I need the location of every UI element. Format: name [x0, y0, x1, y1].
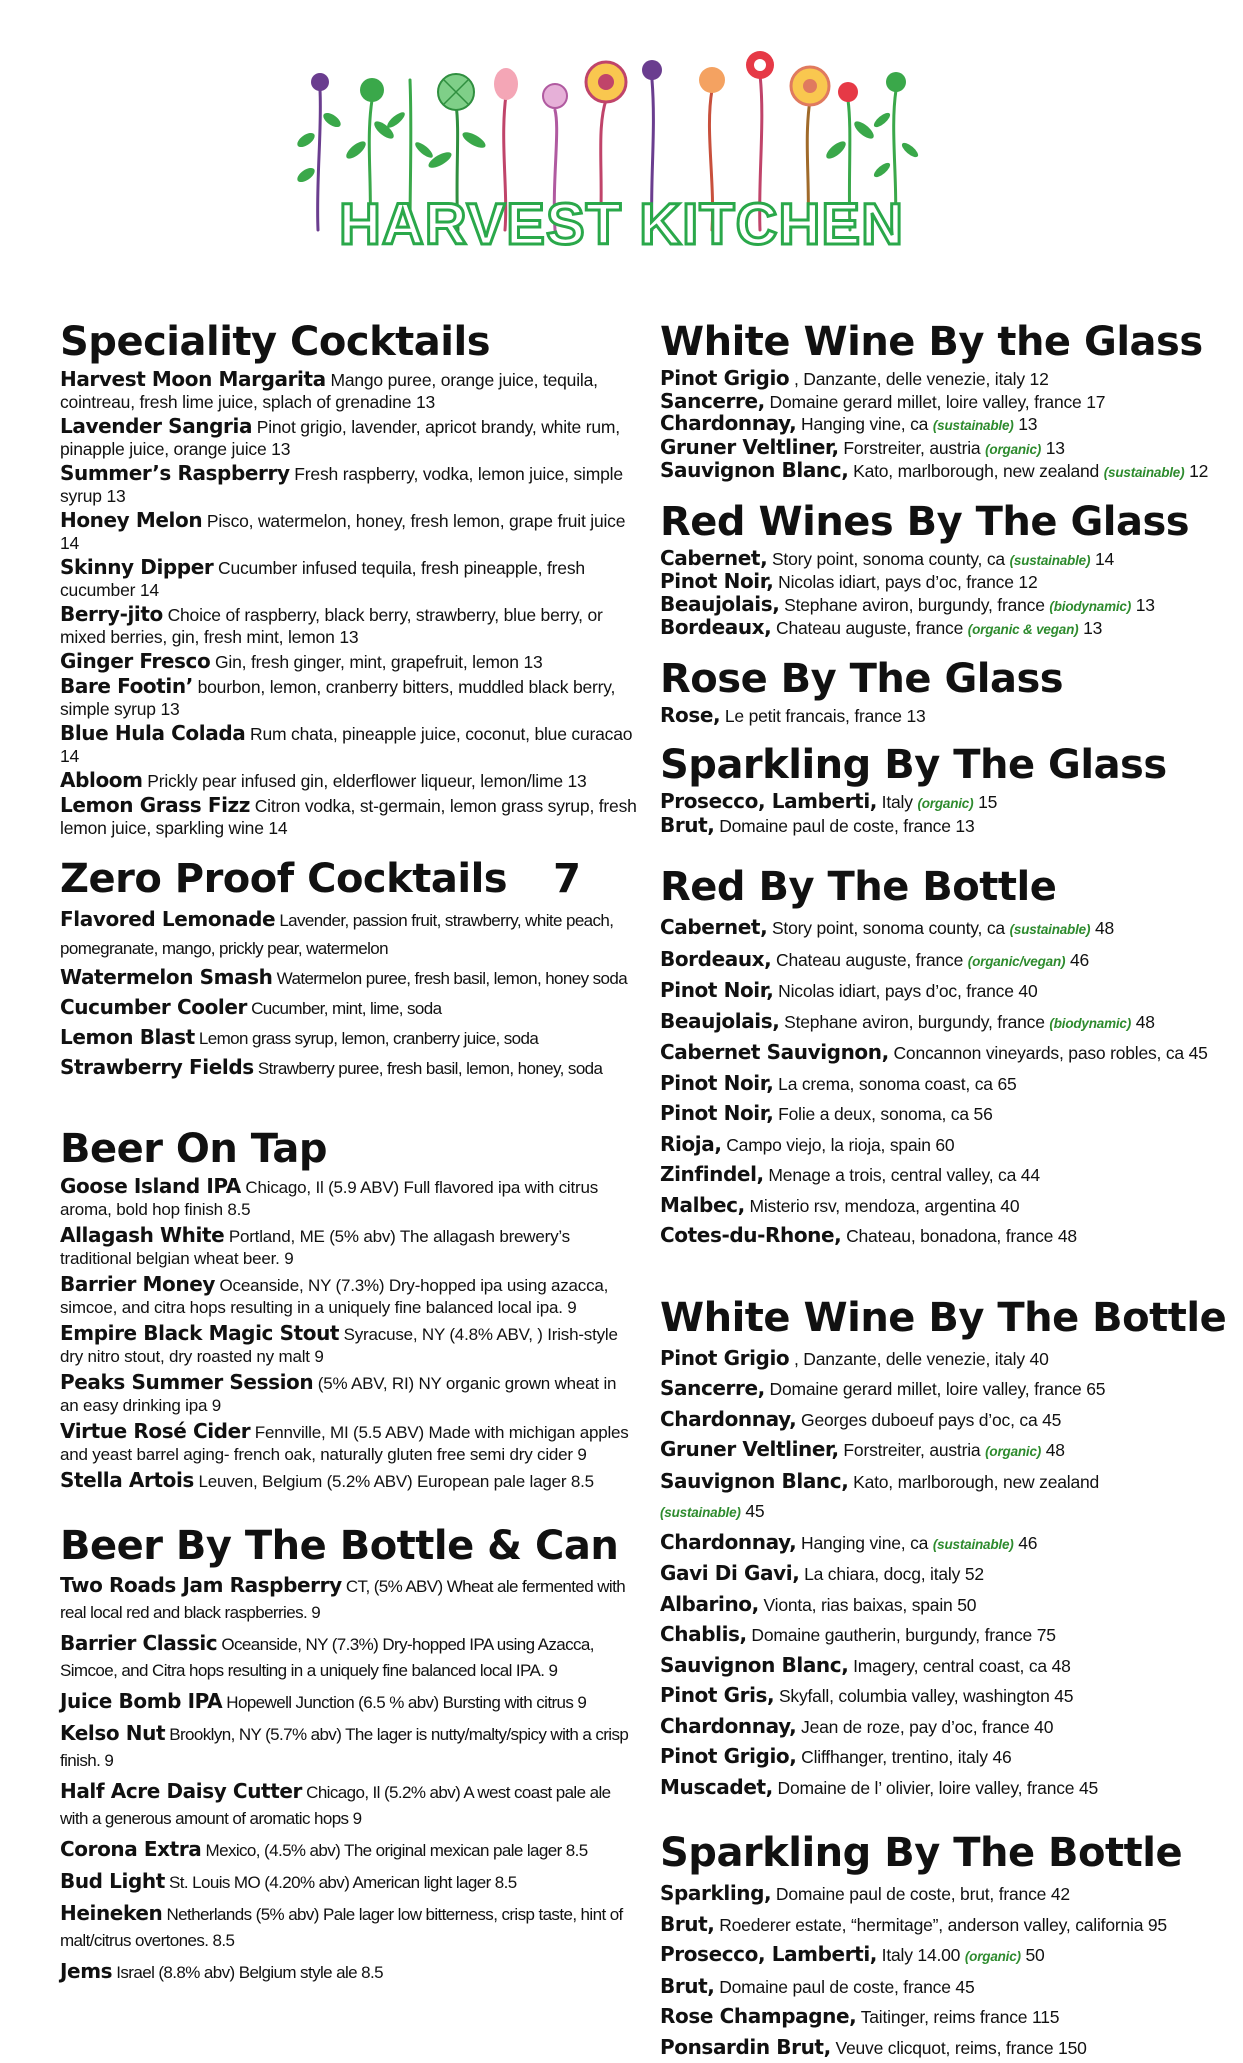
menu-item [660, 705, 1220, 728]
item-description: Syracuse, NY (4.8% ABV, ) Irish-style dry nitro stout, dry roasted ny malt 9 [60, 1325, 618, 1366]
menu-item [60, 769, 638, 792]
section-price: 7 [553, 856, 580, 902]
item-description: Citron vodka, st-germain, lemon grass syrup, fresh lemon juice, sparkling wine 14 [60, 796, 637, 838]
menu-item [60, 1224, 638, 1270]
item-description: Hopewell Junction (6.5 % abv) Bursting with citrus 9 [226, 1693, 586, 1712]
item-description: Vionta, rias baixas, spain 50 [764, 1595, 977, 1615]
item-description: Strawberry puree, fresh basil, lemon, honey, soda [258, 1059, 602, 1078]
item-description: Stephane aviron, burgundy, france [784, 1012, 1045, 1032]
item-name: Sancerre, [660, 389, 765, 413]
item-description: Georges duboeuf pays d’oc, ca 45 [801, 1410, 1061, 1430]
item-description: Concannon vineyards, paso robles, ca 45 [893, 1043, 1207, 1063]
menu-item [60, 415, 638, 460]
section-title-text: White Wine By The Bottle [660, 1295, 1226, 1341]
section-spacer [60, 841, 638, 855]
menu-item [60, 1023, 638, 1053]
menu-item [660, 437, 1220, 461]
item-price: 46 [1070, 950, 1089, 970]
item-name: Sauvignon Blanc, [660, 458, 848, 482]
menu-item [660, 1099, 1220, 1130]
menu-item [60, 1322, 638, 1368]
item-name: Rose, [660, 703, 720, 727]
item-name: Gruner Veltliner, [660, 1437, 839, 1461]
item-description: Israel (8.8% abv) Belgium style ale 8.5 [116, 1963, 383, 1982]
item-name: Prosecco, Lamberti, [660, 1942, 877, 1966]
item-description: Rum chata, pineapple juice, coconut, blue curacao 14 [60, 724, 632, 766]
item-name: Cotes-du-Rhone, [660, 1223, 841, 1247]
menu-item [660, 548, 1220, 572]
menu-item [660, 1130, 1220, 1161]
item-name: Beaujolais, [660, 592, 779, 616]
section-title [660, 318, 1220, 366]
menu-item [660, 1344, 1220, 1375]
item-description: Forstreiter, austria [843, 1440, 980, 1460]
item-name: Stella Artois [60, 1468, 194, 1492]
item-name: Honey Melon [60, 508, 202, 532]
item-name: Peaks Summer Session [60, 1370, 313, 1394]
item-name: Muscadet, [660, 1775, 773, 1799]
item-description: Pinot grigio, lavender, apricot brandy, white rum, pinapple juice, orange juice 13 [60, 417, 620, 459]
item-description: Folie a deux, sonoma, ca 56 [778, 1104, 992, 1124]
item-description: Brooklyn, NY (5.7% abv) The lager is nutty/malty/spicy with a crisp finish. 9 [60, 1725, 628, 1770]
item-name: Chardonnay, [660, 411, 796, 435]
item-description: Stephane aviron, burgundy, france [784, 595, 1045, 615]
section-spacer [660, 837, 1220, 863]
item-price: 15 [978, 792, 997, 812]
item-name: Gruner Veltliner, [660, 435, 839, 459]
section-title-text: Speciality Cocktails [60, 319, 490, 365]
menu-item [60, 794, 638, 839]
item-description: Domaine gautherin, burgundy, france 75 [751, 1625, 1055, 1645]
item-name: Rioja, [660, 1132, 722, 1156]
item-description: Lavender, passion fruit, strawberry, white peach, pomegranate, mango, prickly pear, watermelon [60, 911, 613, 958]
menu-item [660, 1972, 1220, 2003]
menu-item [60, 1900, 638, 1954]
section-title [660, 741, 1220, 789]
menu-item [60, 603, 638, 648]
item-name: Pinot Noir, [660, 1071, 773, 1095]
menu-item [660, 976, 1220, 1007]
section-spacer [660, 641, 1220, 655]
menu-item [60, 1836, 638, 1864]
item-description: Hanging vine, ca [801, 1533, 928, 1553]
right-column [660, 318, 1220, 2063]
menu-item [660, 1374, 1220, 1405]
item-name: Chardonnay, [660, 1714, 796, 1738]
item-description: Story point, sonoma county, ca [772, 918, 1005, 938]
item-description: Skyfall, columbia valley, washington 45 [779, 1686, 1073, 1706]
menu-section-cocktails [60, 318, 638, 839]
item-description: Cliffhanger, trentino, italy 46 [801, 1747, 1011, 1767]
menu-section-wwg [660, 318, 1220, 484]
menu-item [660, 571, 1220, 594]
item-name: Cabernet Sauvignon, [660, 1040, 889, 1064]
menu-item [60, 722, 638, 767]
menu-item [660, 1681, 1220, 1712]
menu-item [60, 650, 638, 673]
item-description: Oceanside, NY (7.3%) Dry-hopped ipa using azacca, simcoe, and citra hops resulting in a uniquely fine balanced local ipa. 9 [60, 1276, 608, 1317]
item-name: Blue Hula Colada [60, 721, 245, 745]
menu-item [60, 1371, 638, 1417]
section-title-text: Red By The Bottle [660, 864, 1056, 910]
item-name: Berry-jito [60, 602, 163, 626]
section-spacer [60, 1083, 638, 1125]
menu-item [660, 815, 1220, 838]
item-name: Kelso Nut [60, 1721, 165, 1745]
item-name: Lemon Blast [60, 1025, 195, 1049]
menu-item [660, 413, 1220, 437]
menu-item [660, 1007, 1220, 1039]
brand-title: HARVEST KITCHEN [0, 195, 1243, 255]
menu-item [60, 1868, 638, 1896]
item-tag: (sustainable) [933, 418, 1014, 433]
item-name: Cabernet, [660, 546, 767, 570]
item-description: Roederer estate, “hermitage”, anderson valley, california 95 [719, 1915, 1167, 1935]
menu-section-rwg [660, 498, 1220, 641]
item-name: Bordeaux, [660, 615, 771, 639]
item-name: Sancerre, [660, 1376, 765, 1400]
item-description: (5% ABV, RI) NY organic grown wheat in an easy drinking ipa 9 [60, 1374, 616, 1415]
left-column [60, 318, 638, 1990]
item-name: Pinot Gris, [660, 1683, 774, 1707]
item-description: Gin, fresh ginger, mint, grapefruit, lemon 13 [215, 652, 543, 672]
item-name: Sparkling, [660, 1881, 771, 1905]
section-title-text: Sparkling By The Glass [660, 742, 1167, 788]
item-description: Italy [882, 792, 913, 812]
item-price: 13 [1136, 595, 1155, 615]
item-description: Chateau auguste, france [776, 618, 963, 638]
item-name: Bud Light [60, 1869, 165, 1893]
item-description: Lemon grass syrup, lemon, cranberry juice, soda [199, 1029, 538, 1048]
item-name: Watermelon Smash [60, 965, 273, 989]
item-name: Skinny Dipper [60, 555, 213, 579]
item-tag: (organic) [985, 442, 1041, 457]
item-description: Hanging vine, ca [801, 414, 928, 434]
section-title [660, 498, 1220, 546]
item-tag: (organic) [985, 1444, 1041, 1459]
item-name: Ponsardin Brut, [660, 2035, 831, 2059]
menu-item [660, 1160, 1220, 1191]
section-title [60, 1125, 638, 1173]
menu-header [0, 0, 1243, 300]
item-name: Abloom [60, 768, 143, 792]
item-name: Juice Bomb IPA [60, 1689, 222, 1713]
item-name: Corona Extra [60, 1837, 201, 1861]
item-name: Chablis, [660, 1622, 747, 1646]
section-title-text: Zero Proof Cocktails [60, 856, 507, 902]
menu-section-spg [660, 741, 1220, 837]
menu-item [60, 1175, 638, 1221]
section-title-text: Beer On Tap [60, 1126, 327, 1172]
item-description: Choice of raspberry, black berry, strawberry, blue berry, or mixed berries, gin, fresh mint, lemon 13 [60, 605, 603, 647]
item-name: Beaujolais, [660, 1009, 779, 1033]
menu-item [60, 1778, 638, 1832]
menu-item [660, 1435, 1220, 1467]
menu-item [60, 1053, 638, 1083]
item-price: 12 [1189, 461, 1208, 481]
item-name: Chardonnay, [660, 1407, 796, 1431]
item-name: Brut, [660, 1912, 715, 1936]
item-name: Pinot Noir, [660, 1101, 773, 1125]
item-description: Cucumber infused tequila, fresh pineapple, fresh cucumber 14 [60, 558, 585, 600]
item-description: Forstreiter, austria [843, 438, 980, 458]
item-description: , Danzante, delle venezie, italy 12 [794, 369, 1049, 389]
item-price: 13 [1046, 438, 1065, 458]
item-description: Mexico, (4.5% abv) The original mexican pale lager 8.5 [206, 1841, 588, 1860]
item-name: Barrier Classic [60, 1631, 217, 1655]
item-description: Menage a trois, central valley, ca 44 [768, 1165, 1039, 1185]
menu-item [60, 1572, 638, 1626]
item-name: Prosecco, Lamberti, [660, 789, 877, 813]
menu-item [660, 1879, 1220, 1910]
menu-item [660, 1559, 1220, 1590]
menu-item [660, 391, 1220, 414]
menu-item [60, 1958, 638, 1986]
menu-item [660, 1528, 1220, 1560]
section-title-text: Rose By The Glass [660, 656, 1063, 702]
menu-section-rbb [660, 863, 1220, 1252]
item-price: 48 [1095, 918, 1114, 938]
item-name: Albarino, [660, 1592, 759, 1616]
menu-item [60, 1420, 638, 1466]
item-description: Domaine paul de coste, brut, france 42 [776, 1884, 1070, 1904]
section-title [660, 863, 1220, 911]
item-name: Half Acre Daisy Cutter [60, 1779, 302, 1803]
item-price: 50 [1026, 1945, 1045, 1965]
section-title [660, 1294, 1220, 1342]
item-description: Pisco, watermelon, honey, fresh lemon, grape fruit juice 14 [60, 511, 625, 553]
menu-item [660, 1590, 1220, 1621]
item-name: Ginger Fresco [60, 649, 210, 673]
item-price: 13 [1018, 414, 1037, 434]
item-price: 48 [1136, 1012, 1155, 1032]
menu-item [660, 1742, 1220, 1773]
item-description: Kato, marlborough, new zealand [853, 1472, 1099, 1492]
item-name: Goose Island IPA [60, 1174, 241, 1198]
menu-item [60, 368, 638, 413]
menu-item [660, 1910, 1220, 1941]
item-name: Brut, [660, 813, 715, 837]
menu-item [660, 1405, 1220, 1436]
item-description: Veuve clicquot, reims, france 150 [835, 2038, 1086, 2058]
menu-item [660, 1038, 1220, 1069]
menu-item [660, 1467, 1220, 1528]
item-description: Taitinger, reims france 115 [861, 2007, 1060, 2027]
item-name: Cabernet, [660, 915, 767, 939]
menu-item [660, 1221, 1220, 1252]
item-name: Lavender Sangria [60, 414, 252, 438]
menu-item [660, 1712, 1220, 1743]
menu-item [60, 963, 638, 993]
menu-item [660, 1069, 1220, 1100]
item-description: Prickly pear infused gin, elderflower liqueur, lemon/lime 13 [147, 771, 586, 791]
item-name: Harvest Moon Margarita [60, 367, 326, 391]
item-description: Domaine gerard millet, loire valley, france 17 [770, 392, 1106, 412]
item-name: Pinot Grigio [660, 1346, 789, 1370]
item-name: Gavi Di Gavi, [660, 1561, 799, 1585]
menu-item [660, 460, 1220, 484]
item-description: Leuven, Belgium (5.2% ABV) European pale lager 8.5 [198, 1472, 593, 1491]
menu-item [660, 1940, 1220, 1972]
item-description: Imagery, central coast, ca 48 [853, 1656, 1071, 1676]
menu-section-rose [660, 655, 1220, 728]
item-description: Chateau auguste, france [776, 950, 963, 970]
item-name: Zinfindel, [660, 1162, 764, 1186]
item-description: Fresh raspberry, vodka, lemon juice, simple syrup 13 [60, 464, 623, 506]
item-description: Fennville, MI (5.5 ABV) Made with michigan apples and yeast barrel aging- french oak, naturally gluten free semi dry cider 9 [60, 1423, 629, 1464]
item-name: Bordeaux, [660, 947, 771, 971]
menu-item [60, 905, 638, 963]
menu-section-zero [60, 855, 638, 1083]
item-description: CT, (5% ABV) Wheat ale fermented with real local red and black raspberries. 9 [60, 1577, 625, 1622]
item-description: Nicolas idiart, pays d’oc, france 12 [778, 572, 1037, 592]
item-name: Pinot Grigio [660, 366, 789, 390]
item-name: Pinot Noir, [660, 569, 773, 593]
item-tag: (sustainable) [1104, 465, 1185, 480]
item-name: Chardonnay, [660, 1530, 796, 1554]
item-tag: (organic & vegan) [968, 622, 1079, 637]
item-name: Jems [60, 1959, 112, 1983]
menu-item [60, 1720, 638, 1774]
item-name: Bare Footin’ [60, 674, 193, 698]
item-price: 14 [1095, 549, 1114, 569]
item-name: Sauvignon Blanc, [660, 1653, 848, 1677]
item-name: Flavored Lemonade [60, 907, 275, 931]
item-name: Two Roads Jam Raspberry [60, 1573, 342, 1597]
menu-item [660, 617, 1220, 641]
item-description: La chiara, docg, italy 52 [804, 1564, 984, 1584]
item-description: Domaine gerard millet, loire valley, france 65 [770, 1379, 1106, 1399]
item-name: Empire Black Magic Stout [60, 1321, 339, 1345]
item-description: Mango puree, orange juice, tequila, cointreau, fresh lime juice, splach of grenadine 13 [60, 370, 598, 412]
section-spacer [660, 1803, 1220, 1829]
item-description: , Danzante, delle venezie, italy 40 [794, 1349, 1049, 1369]
menu-item [660, 1651, 1220, 1682]
item-tag: (organic) [965, 1949, 1021, 1964]
menu-item [660, 368, 1220, 391]
item-description: Cucumber, mint, lime, soda [251, 999, 441, 1018]
item-description: Italy 14.00 [882, 1945, 961, 1965]
item-price: 13 [1083, 618, 1102, 638]
item-description: Kato, marlborough, new zealand [853, 461, 1099, 481]
item-name: Malbec, [660, 1193, 745, 1217]
section-title [60, 1522, 638, 1570]
item-name: Sauvignon Blanc, [660, 1469, 848, 1493]
section-title-text: Red Wines By The Glass [660, 499, 1189, 545]
item-price: 45 [745, 1501, 764, 1521]
section-spacer [660, 727, 1220, 741]
item-name: Cucumber Cooler [60, 995, 247, 1019]
section-title [60, 855, 638, 903]
item-name: Pinot Grigio, [660, 1744, 796, 1768]
item-description: Oceanside, NY (7.3%) Dry-hopped IPA using Azacca, Simcoe, and Citra hops resulting in a uniquely fine balanced local IPA. 9 [60, 1635, 594, 1680]
menu-item [660, 1191, 1220, 1222]
item-price: 46 [1018, 1533, 1037, 1553]
item-description: Watermelon puree, fresh basil, lemon, honey soda [277, 969, 627, 988]
item-description: Domaine de l’ olivier, loire valley, france 45 [778, 1778, 1099, 1798]
menu-section-wwb [660, 1294, 1220, 1804]
item-name: Lemon Grass Fizz [60, 793, 250, 817]
item-description: Chicago, Il (5.9 ABV) Full flavored ipa with citrus aroma, bold hop finish 8.5 [60, 1178, 598, 1219]
menu-item [660, 2002, 1220, 2033]
item-tag: (sustainable) [1010, 922, 1091, 937]
menu-item [60, 1688, 638, 1716]
item-description: Jean de roze, pay d’oc, france 40 [801, 1717, 1053, 1737]
item-tag: (organic/vegan) [968, 954, 1066, 969]
item-name: Summer’s Raspberry [60, 461, 290, 485]
item-description: bourbon, lemon, cranberry bitters, muddled black berry, simple syrup 13 [60, 677, 615, 719]
item-description: Netherlands (5% abv) Pale lager low bitterness, crisp taste, hint of malt/citrus overtones. 8.5 [60, 1905, 623, 1950]
item-tag: (biodynamic) [1049, 1016, 1131, 1031]
item-description: Domaine paul de coste, france 45 [719, 1977, 974, 1997]
section-spacer [660, 1252, 1220, 1294]
menu-item [60, 462, 638, 507]
menu-item [60, 1630, 638, 1684]
menu-item [660, 1773, 1220, 1804]
item-price: 48 [1046, 1440, 1065, 1460]
section-title [660, 655, 1220, 703]
menu-section-bottle [60, 1522, 638, 1986]
item-name: Heineken [60, 1901, 162, 1925]
menu-item [60, 1273, 638, 1319]
item-description: Chicago, Il (5.2% abv) A west coast pale ale with a generous amount of aromatic hops 9 [60, 1783, 610, 1828]
section-title-text: White Wine By the Glass [660, 319, 1203, 365]
menu-item [60, 675, 638, 720]
item-description: Nicolas idiart, pays d’oc, france 40 [778, 981, 1037, 1001]
item-tag: (sustainable) [660, 1505, 741, 1520]
item-description: Portland, ME (5% abv) The allagash brewery’s traditional belgian wheat beer. 9 [60, 1227, 570, 1268]
menu-item [60, 509, 638, 554]
menu-item [60, 993, 638, 1023]
menu-item [660, 913, 1220, 945]
section-spacer [60, 1496, 638, 1522]
menu-item [660, 1620, 1220, 1651]
menu-section-beer [60, 1125, 638, 1493]
section-title [60, 318, 638, 366]
item-description: St. Louis MO (4.20% abv) American light lager 8.5 [169, 1873, 517, 1892]
menu-section-spb [660, 1829, 1220, 2063]
item-description: Chateau, bonadona, france 48 [846, 1226, 1077, 1246]
item-name: Pinot Noir, [660, 978, 773, 1002]
menu-item [660, 594, 1220, 618]
menu-item [60, 1469, 638, 1493]
section-title [660, 1829, 1220, 1877]
section-title-text: Beer By The Bottle & Can [60, 1523, 618, 1569]
item-name: Virtue Rosé Cider [60, 1419, 250, 1443]
item-description: La crema, sonoma coast, ca 65 [778, 1074, 1016, 1094]
item-tag: (biodynamic) [1049, 599, 1131, 614]
menu-item [660, 791, 1220, 815]
item-tag: (sustainable) [933, 1537, 1014, 1552]
item-name: Strawberry Fields [60, 1055, 254, 1079]
item-description: Misterio rsv, mendoza, argentina 40 [749, 1196, 1019, 1216]
item-description: Story point, sonoma county, ca [772, 549, 1005, 569]
item-name: Brut, [660, 1974, 715, 1998]
item-name: Barrier Money [60, 1272, 215, 1296]
menu-item [660, 945, 1220, 977]
menu-item [60, 556, 638, 601]
item-tag: (organic) [917, 796, 973, 811]
item-name: Allagash White [60, 1223, 224, 1247]
item-description: Le petit francais, france 13 [725, 706, 926, 726]
item-name: Rose Champagne, [660, 2004, 856, 2028]
item-tag: (sustainable) [1010, 553, 1091, 568]
item-description: Domaine paul de coste, france 13 [719, 816, 974, 836]
section-title-text: Sparkling By The Bottle [660, 1830, 1182, 1876]
section-spacer [660, 484, 1220, 498]
item-description: Campo viejo, la rioja, spain 60 [726, 1135, 954, 1155]
